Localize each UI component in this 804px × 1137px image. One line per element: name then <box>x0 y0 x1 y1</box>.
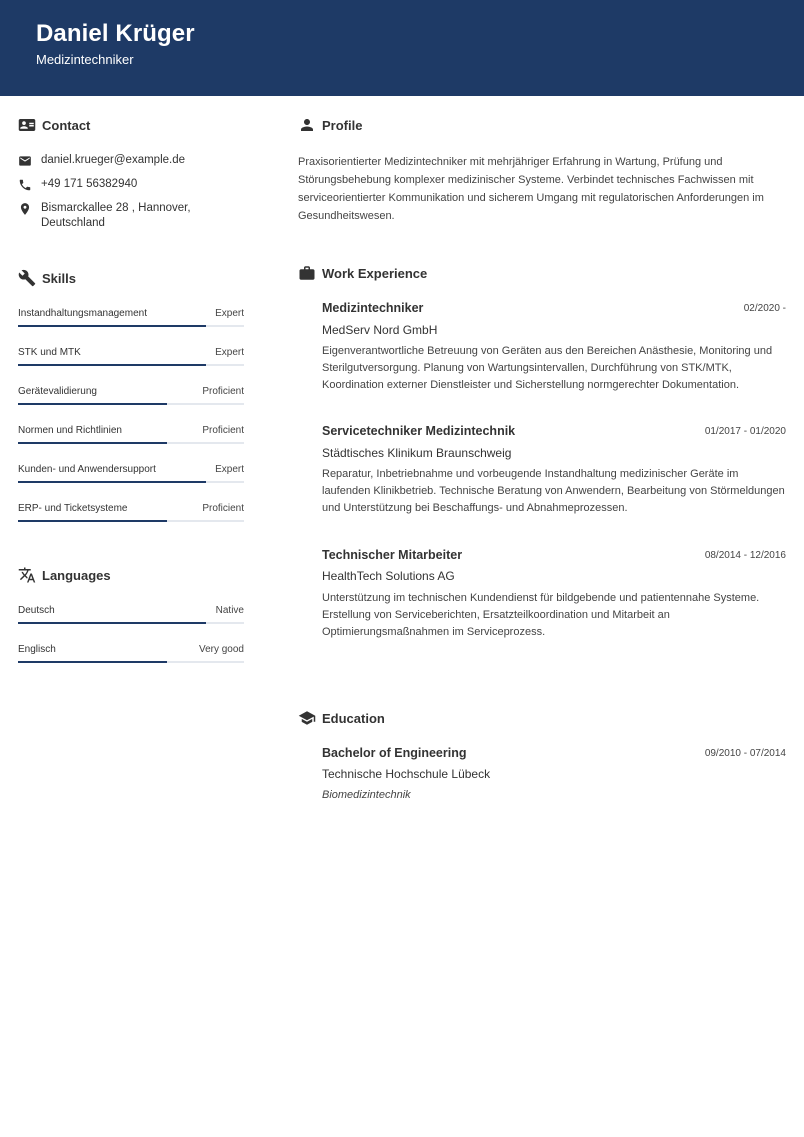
contact-address <box>18 201 191 231</box>
skill-item <box>18 464 244 494</box>
candidate-title: Medizintechniker <box>36 52 134 67</box>
profile-summary: Praxisorientierter Medizintechniker mit mehrjähriger Erfahrung in Wartung, Prüfung und Störungsbehebung komplexer medizinischer Systeme. Verbindet technisches Fachwissen mit serviceorientierter Kommunikation und sicherem Umgang mit regulatorischen Anforderungen im Gesundheitswesen. <box>298 156 764 222</box>
skill-level: Proficient <box>202 425 244 436</box>
contact-heading <box>18 116 90 134</box>
skill-item <box>18 503 244 533</box>
language-bar-track <box>18 622 244 624</box>
language-item <box>18 605 244 635</box>
address-text <box>41 201 191 231</box>
languages-heading-label: Languages <box>42 567 111 583</box>
candidate-name: Daniel Krüger <box>36 20 195 47</box>
job-date: 02/2020 - <box>743 303 786 314</box>
education-school: Technische Hochschule Lübeck <box>322 767 491 781</box>
phone-text[interactable]: +49 171 56382940 <box>41 178 138 190</box>
job-date: 01/2017 - 01/2020 <box>704 426 786 437</box>
skill-item <box>18 308 244 338</box>
job-date: 08/2014 - 12/2016 <box>704 550 786 561</box>
skill-name: Instandhaltungsmanagement <box>18 308 147 319</box>
contact-heading-label: Contact <box>42 117 91 133</box>
education-field: Biomedizintechnik <box>322 789 411 801</box>
skill-bar-fill <box>18 403 167 405</box>
skill-bar-track <box>18 403 244 405</box>
language-bar-fill <box>18 661 167 663</box>
skill-bar-fill <box>18 481 206 483</box>
skill-bar-track <box>18 325 244 327</box>
resume-header <box>0 0 804 96</box>
skill-bar-track <box>18 520 244 522</box>
skills-heading-label: Skills <box>42 270 76 286</box>
education-heading <box>298 709 385 727</box>
person-icon <box>298 116 316 134</box>
skill-level: Proficient <box>202 503 244 514</box>
education-heading-label: Education <box>322 710 385 726</box>
work-experience-heading <box>298 264 427 282</box>
skill-name: Kunden- und Anwendersupport <box>18 464 156 475</box>
skills-heading <box>18 269 76 287</box>
job-company: HealthTech Solutions AG <box>322 569 455 583</box>
skill-item <box>18 347 244 377</box>
job-company: MedServ Nord GmbH <box>322 323 438 337</box>
skill-level: Expert <box>215 464 244 475</box>
phone-icon <box>18 178 32 192</box>
skill-bar-track <box>18 364 244 366</box>
education-degree: Bachelor of Engineering <box>322 746 467 760</box>
contact-card-icon <box>18 116 36 134</box>
language-bar-track <box>18 661 244 663</box>
language-level: Native <box>215 605 244 616</box>
skill-level: Expert <box>215 347 244 358</box>
briefcase-icon <box>298 264 316 282</box>
job-description: Reparatur, Inbetriebnahme und vorbeugende Instandhaltung medizinischer Geräte im laufenden Klinikbetrieb. Technische Beratung von Anwendern, Bearbeitung von Störmeldungen und Unterstützung bei Beschaffungs- und Abnahmeprozessen. <box>322 468 785 514</box>
job-title: Technischer Mitarbeiter <box>322 548 463 562</box>
job-title: Medizintechniker <box>322 301 424 315</box>
skill-name: Gerätevalidierung <box>18 386 97 397</box>
job-company: Städtisches Klinikum Braunschweig <box>322 446 512 460</box>
translate-icon <box>18 566 36 584</box>
email-icon <box>18 154 32 168</box>
skill-level: Proficient <box>202 386 244 397</box>
language-name: Deutsch <box>18 605 55 616</box>
skill-name: STK und MTK <box>18 347 81 358</box>
skill-bar-fill <box>18 520 167 522</box>
job-description: Eigenverantwortliche Betreuung von Geräten aus den Bereichen Anästhesie, Monitoring und Sterilgutversorgung. Planung von Wartungsintervallen, Durchführung von STK/MTK, Koordination externer Dienstleister und Sicherstellung normgerechter Dokumentation. <box>322 345 773 391</box>
skill-level: Expert <box>215 308 244 319</box>
address-line1: Bismarckallee 28 , Hannover, <box>41 202 191 214</box>
work-experience-heading-label: Work Experience <box>322 265 428 281</box>
location-pin-icon <box>18 202 32 216</box>
contact-email[interactable] <box>18 153 185 168</box>
job-title: Servicetechniker Medizintechnik <box>322 424 516 438</box>
email-text[interactable]: daniel.krueger@example.de <box>41 154 186 166</box>
skill-bar-track <box>18 481 244 483</box>
skill-item <box>18 386 244 416</box>
skill-item <box>18 425 244 455</box>
profile-heading-label: Profile <box>322 117 363 133</box>
skill-bar-fill <box>18 442 167 444</box>
language-bar-fill <box>18 622 206 624</box>
skill-bar-track <box>18 442 244 444</box>
language-name: Englisch <box>18 644 56 655</box>
contact-phone[interactable] <box>18 177 137 192</box>
skill-bar-fill <box>18 325 206 327</box>
language-level: Very good <box>198 644 244 655</box>
job-description: Unterstützung im technischen Kundendienst für bildgebende und patientennahe Systeme. Erstellung von Serviceberichten, Ersatzteilkoordination und Mitarbeit an Optimierungsmaßnahmen im Serviceprozess. <box>322 592 760 638</box>
skill-bar-fill <box>18 364 206 366</box>
languages-heading <box>18 566 111 584</box>
wrench-icon <box>18 269 36 287</box>
language-item <box>18 644 244 674</box>
skill-name: ERP- und Ticketsysteme <box>18 503 128 514</box>
profile-heading <box>298 116 362 134</box>
graduation-cap-icon <box>298 709 316 727</box>
address-line2: Deutschland <box>41 217 105 229</box>
education-date: 09/2010 - 07/2014 <box>704 748 786 759</box>
skill-name: Normen und Richtlinien <box>18 425 122 436</box>
